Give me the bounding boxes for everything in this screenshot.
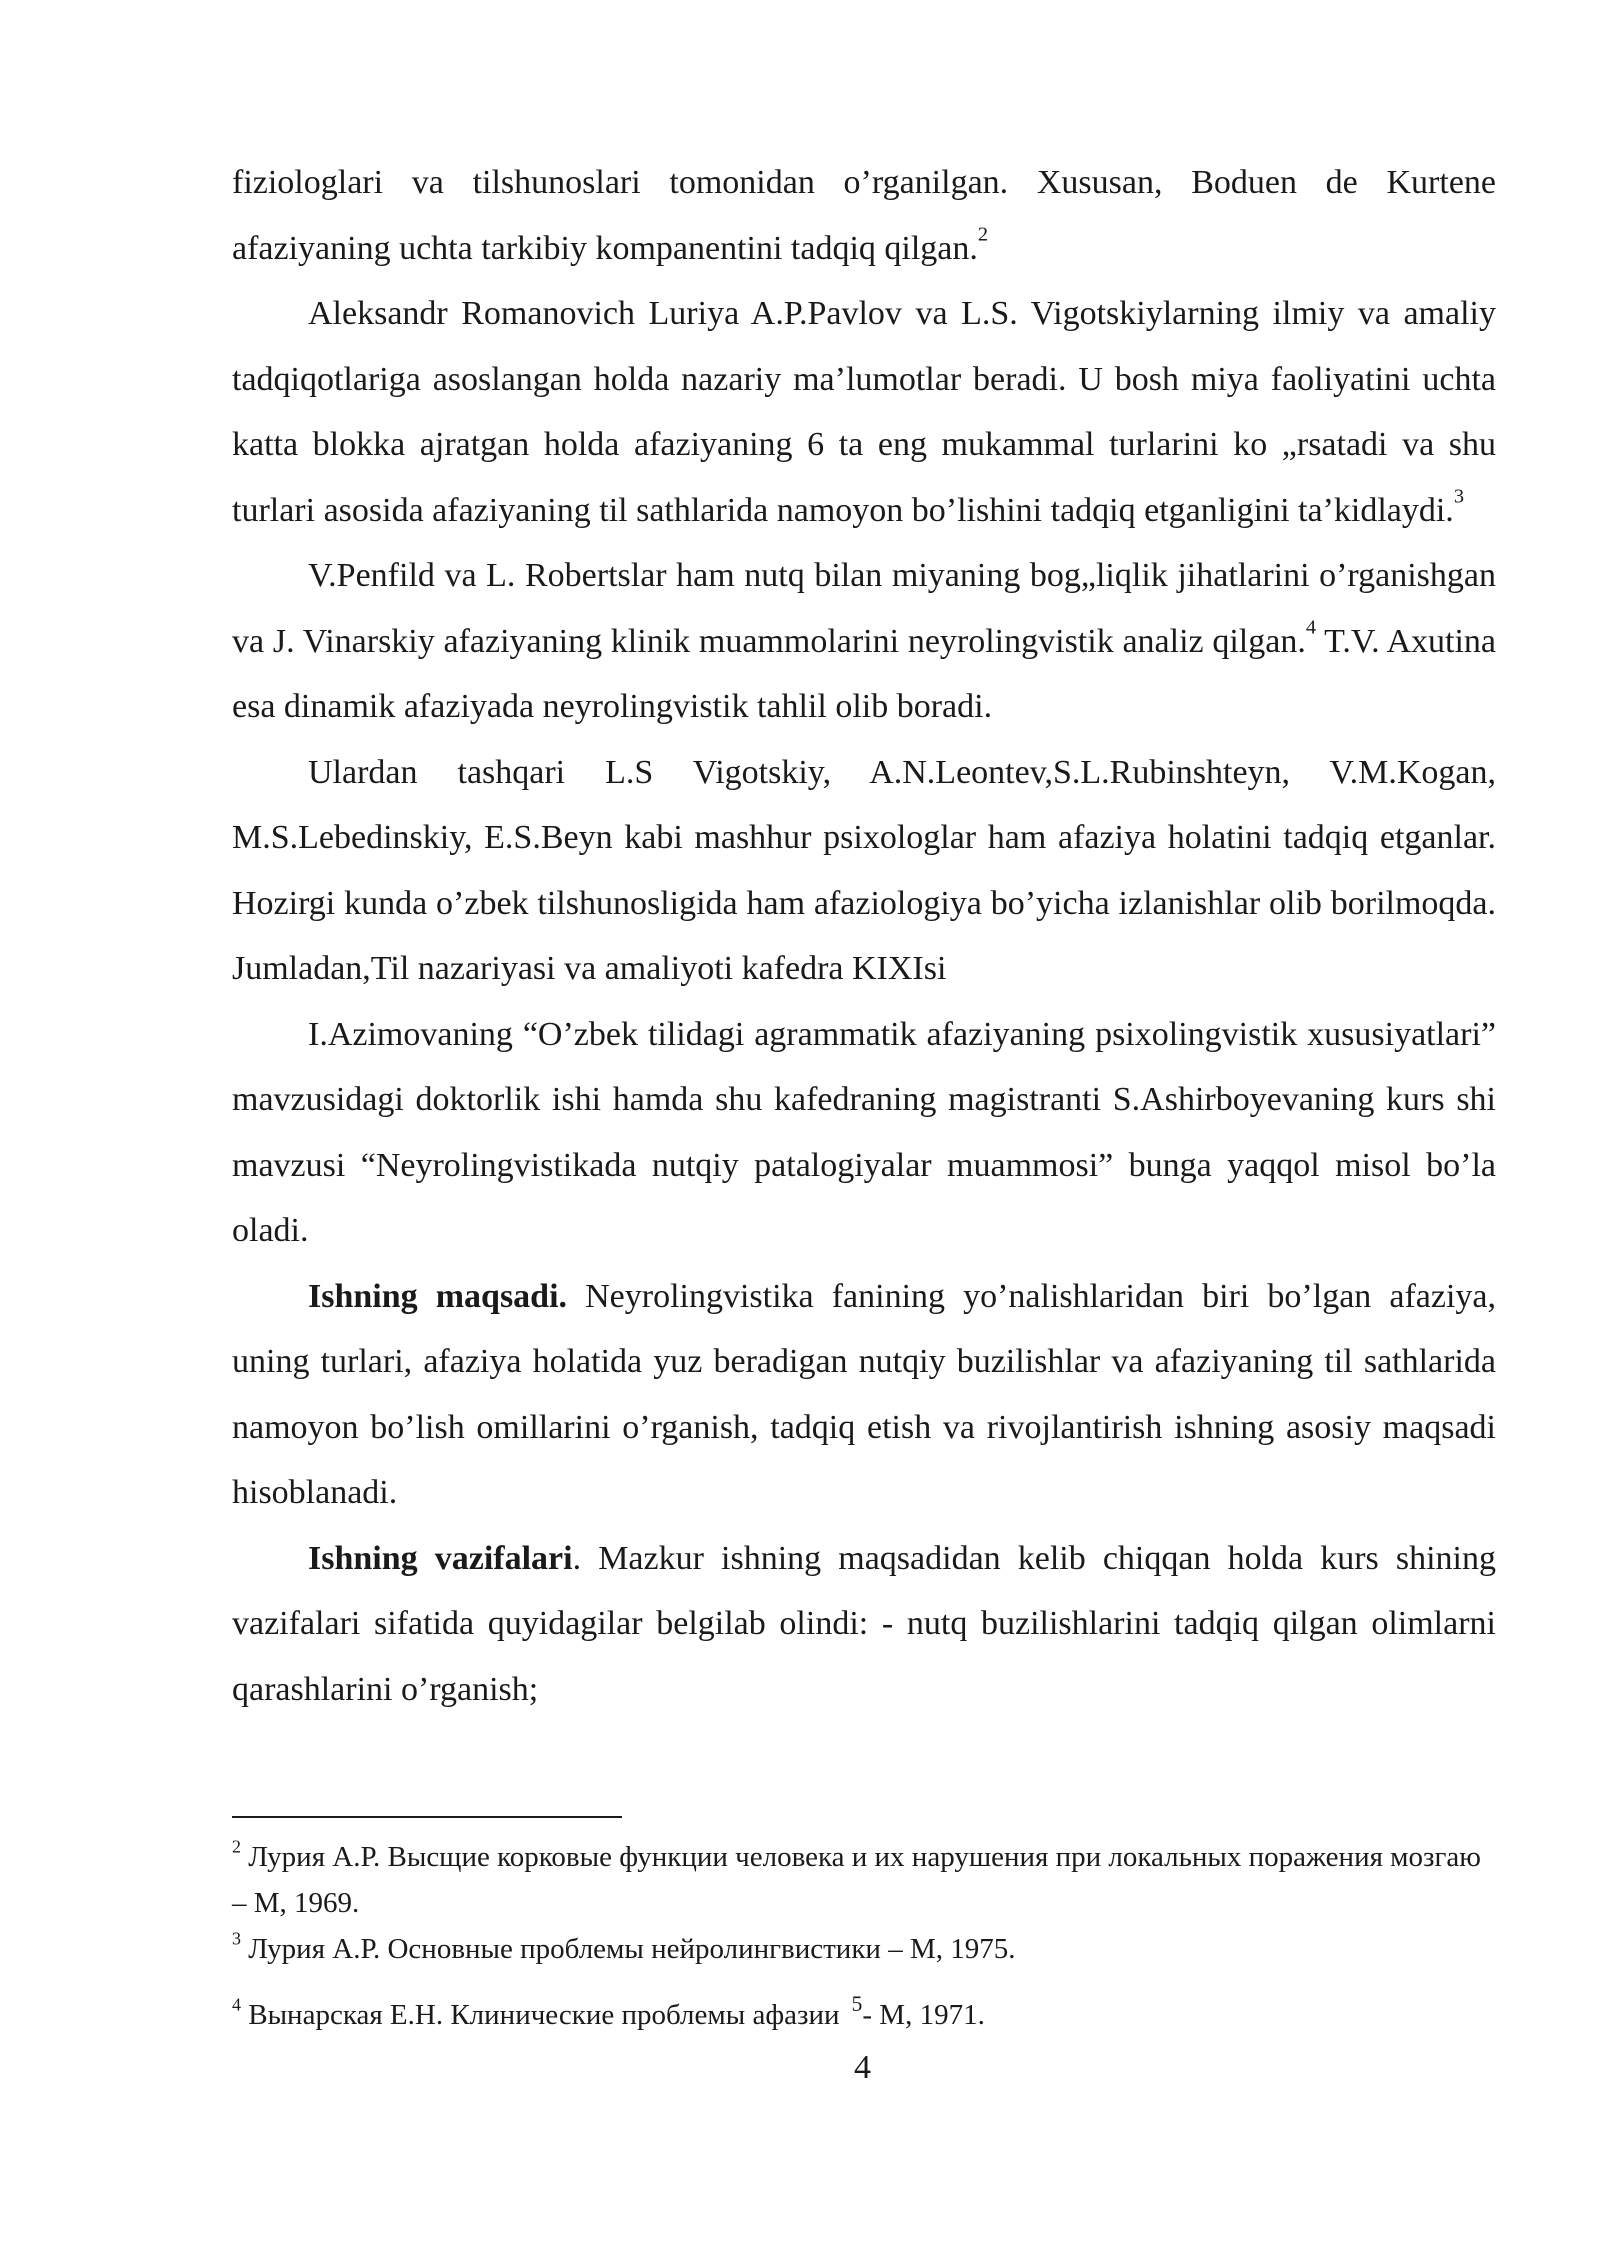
footnote-marker: 2: [977, 223, 989, 246]
paragraph-text: Neyrolingvistika fanining yo’nalishlaridan biri bo’lgan afaziya, uning turlari, afaziya holatida yuz beradigan nutqiy buzilishlar va afaziyaning til sathlarida namoyon bo’lish omillarini o’rganish, tadqiq etish va rivojlantirish ishning asosiy maqsadi hisoblanadi.: [232, 1277, 1496, 1511]
footnote-4: [232, 1992, 1496, 2038]
paragraph-text: . Mazkur ishning maqsadidan kelib chiqqan holda kurs shining vazifalari sifatida quyidagilar belgilab olindi: - nutq buzilishlarini tadqiq qilgan olimlarni qarashlarini o’rganish;: [232, 1539, 1496, 1708]
footnote-text: Лурия А.Р. Основные проблемы нейролингвистики – М, 1975.: [240, 1933, 1016, 1965]
paragraph-text: fiziologlari va tilshunoslari tomonidan o’rganilgan. Xususan, Boduen de Kurtene afaziyaning uchta tarkibiy kompanentini tadqiq qilgan.: [232, 164, 1496, 267]
paragraph-text: T.V. Axutina esa dinamik afaziyada neyrolingvistik tahlil olib boradi.: [232, 622, 1496, 725]
paragraph: [232, 281, 1496, 543]
paragraph: [232, 740, 1496, 1002]
page-number: 4: [854, 2049, 871, 2086]
paragraph: [232, 1526, 1496, 1723]
footnote-text-tail: - М, 1971.: [862, 1999, 985, 2031]
footnote-text: Лурия А.Р. Высщие корковые функции человека и их нарушения при локальных поражения мозгаю – М, 1969.: [232, 1841, 1481, 1919]
footnote-reference: 5: [851, 1991, 863, 2016]
footnote-separator: [232, 1816, 622, 1818]
footnote-marker: 4: [1305, 616, 1317, 639]
footnote-2: [232, 1834, 1496, 1926]
paragraph: [232, 1002, 1496, 1264]
body-text: [232, 150, 1496, 1722]
footnotes: [232, 1834, 1496, 2038]
paragraph: [232, 1264, 1496, 1526]
paragraph: [232, 150, 1496, 281]
bold-heading: Ishning maqsadi.: [308, 1277, 568, 1315]
footnote-text: Вынарская Е.Н. Клинические проблемы афазии: [240, 1999, 840, 2031]
footnote-marker: 3: [1453, 485, 1465, 508]
footnote-3: [232, 1926, 1496, 1972]
paragraph: [232, 543, 1496, 740]
footnote-number: 3: [232, 1928, 241, 1949]
footnote-number: 2: [232, 1836, 241, 1857]
document-page: [232, 150, 1496, 1722]
paragraph-text: V.Penfild va L. Robertslar ham nutq bilan miyaning bog„liqlik jihatlarini o’rganishgan va J. Vinarskiy afaziyaning klinik muammolarini neyrolingvistik analiz qilgan.: [232, 557, 1496, 660]
paragraph-text: I.Azimovaning “O’zbek tilidagi agrammatik afaziyaning psixolingvistik xususiyatlari” mavzusidagi doktorlik ishi hamda shu kafedraning magistranti S.Ashirboyevaning kurs shi mavzusi “Neyrolingvistikada nutqiy patalogiyalar muammosi” bunga yaqqol misol bo’la oladi.: [232, 1015, 1496, 1249]
paragraph-text: Aleksandr Romanovich Luriya A.P.Pavlov va L.S. Vigotskiylarning ilmiy va amaliy tadqiqotlariga asoslangan holda nazariy ma’lumotlar beradi. U bosh miya faoliyatini uchta katta blokka ajratgan holda afaziyaning 6 ta eng mukammal turlarini ko „rsatadi va shu turlari asosida afaziyaning til sathlarida namoyon bo’lishini tadqiq etganligini ta’kidlaydi.: [232, 295, 1496, 529]
paragraph-text: Ulardan tashqari L.S Vigotskiy, A.N.Leontev,S.L.Rubinshteyn, V.M.Kogan, M.S.Lebedinskiy, E.S.Beyn kabi mashhur psixologlar ham afaziya holatini tadqiq etganlar. Hozirgi kunda o’zbek tilshunosligida ham afaziologiya bo’yicha izlanishlar olib borilmoqda. Jumladan,Til nazariyasi va amaliyoti kafedra KIXIsi: [232, 753, 1496, 987]
bold-heading: Ishning vazifalari: [308, 1539, 573, 1577]
footnote-number: 4: [232, 1994, 241, 2015]
